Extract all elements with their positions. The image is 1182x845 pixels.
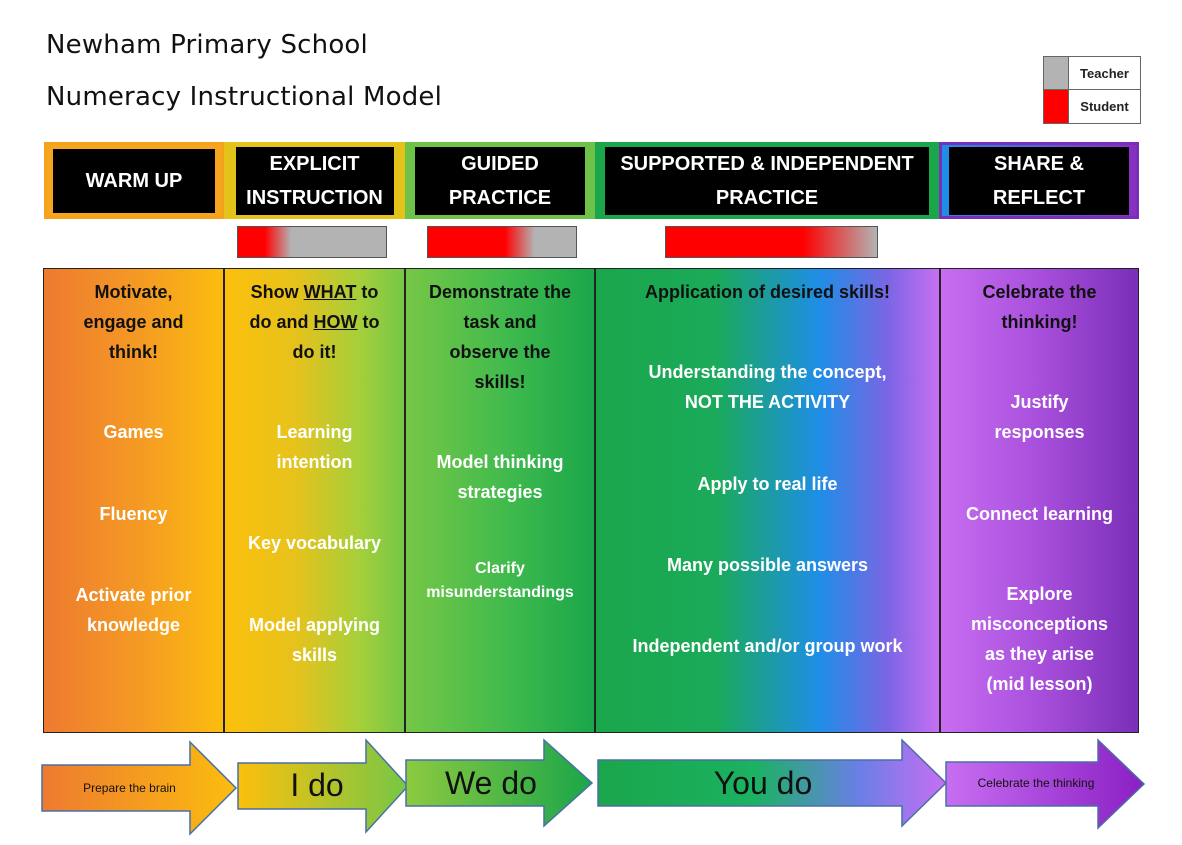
explicit-item-model-2: skills <box>291 645 338 665</box>
student-swatch <box>1044 90 1068 123</box>
explicit-heading-2 <box>225 307 404 337</box>
header-guided <box>405 142 595 219</box>
column-explicit <box>224 268 405 733</box>
supported-heading: Application of desired skills! <box>644 282 891 302</box>
explicit-heading-2c: to <box>357 312 380 332</box>
model-title: Numeracy Instructional Model <box>46 82 443 112</box>
guided-item-clarify-2: misunderstandings <box>426 584 574 601</box>
explicit-heading-3: do it! <box>292 342 337 362</box>
header-explicit <box>224 142 405 219</box>
warm-up-heading-2: engage and <box>83 312 184 332</box>
header-supported <box>595 142 939 219</box>
header-supported-box <box>605 147 929 215</box>
arrow-prepare-label: Prepare the brain <box>83 781 176 795</box>
explicit-heading-how: HOW <box>313 312 358 332</box>
ratio-bar-guided <box>427 226 577 258</box>
header-share-line-1: SHARE & <box>993 152 1084 175</box>
teacher-swatch <box>1044 57 1068 89</box>
share-item-explore-2: misconceptions <box>970 614 1109 634</box>
school-name: Newham Primary School <box>46 30 368 60</box>
warm-up-item-activate-2: knowledge <box>86 615 180 635</box>
header-supported-line-1: SUPPORTED & INDEPENDENT <box>620 152 914 175</box>
header-warm-up-text: WARM UP <box>85 169 183 192</box>
guided-heading-2: task and <box>463 312 537 332</box>
arrow-you-do-label: You do <box>713 764 813 801</box>
share-item-explore-1: Explore <box>1006 584 1073 604</box>
explicit-heading-1c: to <box>356 282 379 302</box>
supported-item-concept-1: Understanding the concept, <box>648 362 887 382</box>
share-heading-2: thinking! <box>1001 312 1078 332</box>
supported-item-real-life: Apply to real life <box>697 474 838 494</box>
header-explicit-box <box>236 147 394 215</box>
explicit-heading-1 <box>225 277 404 307</box>
guided-item-model-1: Model thinking <box>436 452 564 472</box>
arrow-we-do-label: We do <box>445 764 537 801</box>
column-supported <box>595 268 940 733</box>
header-guided-box <box>415 147 585 215</box>
header-guided-line-1: GUIDED <box>461 152 539 175</box>
arrow-i-do-label: I do <box>290 766 344 803</box>
explicit-heading-2a: do and <box>249 312 314 332</box>
explicit-heading-what: WHAT <box>303 282 357 302</box>
column-guided <box>405 268 595 733</box>
supported-item-group-work: Independent and/or group work <box>632 636 903 656</box>
warm-up-heading-3: think! <box>109 342 158 362</box>
warm-up-item-fluency: Fluency <box>99 504 168 524</box>
header-share <box>939 142 1139 219</box>
explicit-heading-1a: Show <box>250 282 304 302</box>
explicit-item-learning-2: intention <box>276 452 353 472</box>
header-guided-line-2: PRACTICE <box>448 186 552 209</box>
header-supported-line-2: PRACTICE <box>715 186 819 209</box>
guided-item-clarify-1: Clarify <box>475 560 525 577</box>
share-heading-1: Celebrate the <box>982 282 1097 302</box>
header-explicit-line-1: EXPLICIT <box>269 152 360 175</box>
share-item-justify-1: Justify <box>1010 392 1069 412</box>
header-share-line-2: REFLECT <box>992 186 1086 209</box>
arrow-celebrate-label: Celebrate the thinking <box>977 776 1095 790</box>
guided-heading-1: Demonstrate the <box>428 282 572 302</box>
column-share <box>940 268 1139 733</box>
guided-heading-4: skills! <box>474 372 526 392</box>
legend-student <box>1044 90 1140 123</box>
supported-item-answers: Many possible answers <box>666 555 869 575</box>
explicit-item-model-1: Model applying <box>248 615 380 635</box>
legend-teacher-label: Teacher <box>1068 57 1140 89</box>
share-item-justify-2: responses <box>994 422 1085 442</box>
explicit-item-vocab: Key vocabulary <box>247 533 382 553</box>
legend-teacher <box>1044 57 1140 90</box>
warm-up-item-activate-1: Activate prior <box>75 585 192 605</box>
supported-item-concept-2: NOT THE ACTIVITY <box>684 392 851 412</box>
header-warm-up <box>44 142 224 219</box>
guided-item-model-2: strategies <box>457 482 543 502</box>
ratio-bar-supported <box>665 226 878 258</box>
explicit-item-learning-1: Learning <box>276 422 353 442</box>
share-item-explore-3: as they arise <box>984 644 1095 664</box>
header-warm-up-box <box>53 149 215 213</box>
legend-student-label: Student <box>1068 90 1140 123</box>
warm-up-item-games: Games <box>103 422 164 442</box>
share-item-explore-4: (mid lesson) <box>986 674 1093 694</box>
legend <box>1043 56 1141 124</box>
share-item-connect: Connect learning <box>965 504 1113 524</box>
guided-heading-3: observe the <box>449 342 551 362</box>
ratio-bar-explicit <box>237 226 387 258</box>
column-warm-up <box>43 268 224 733</box>
header-explicit-line-2: INSTRUCTION <box>246 186 383 209</box>
header-share-box <box>949 147 1129 215</box>
warm-up-heading-1: Motivate, <box>94 282 173 302</box>
